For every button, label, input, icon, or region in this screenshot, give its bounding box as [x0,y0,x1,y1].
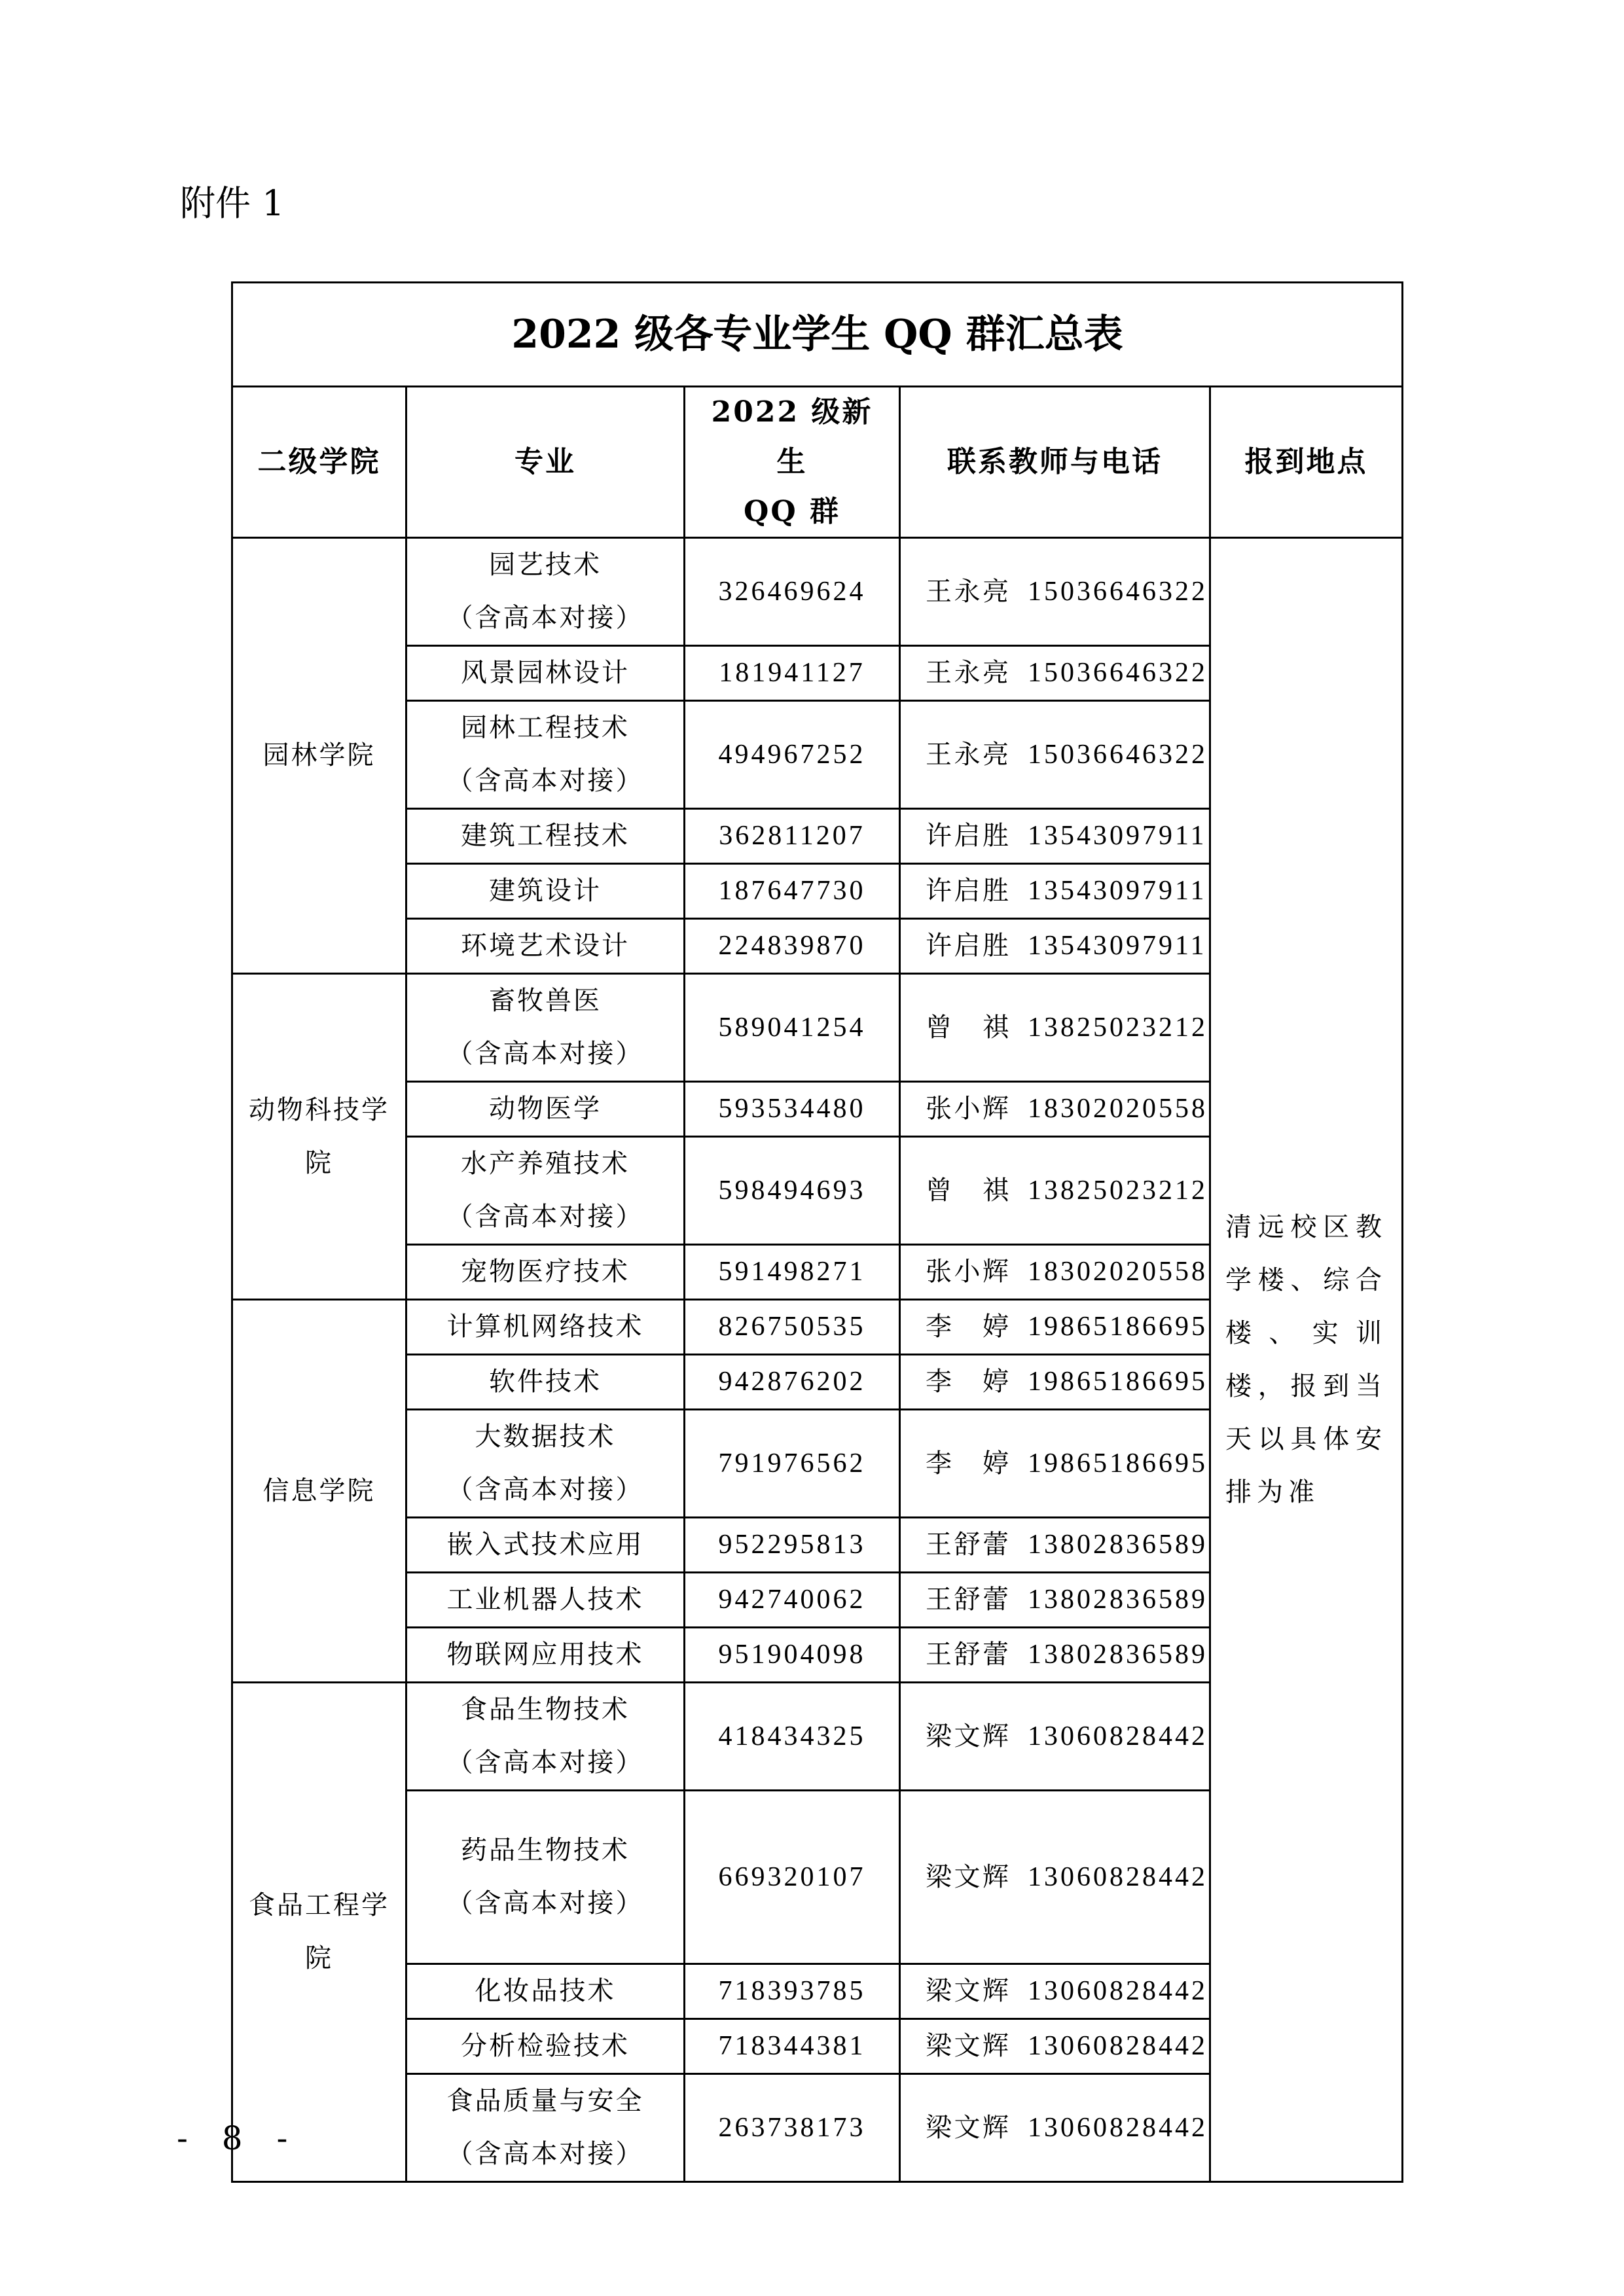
contact-cell [900,974,1210,1082]
major-cell [406,2074,685,2182]
teacher-phone: 19865186695 [1028,1312,1208,1342]
college-cell: 信息学院 [232,1300,406,1683]
qq-group-number: 669320107 [685,1791,900,1964]
contact-cell [900,809,1210,864]
teacher-phone: 13060828442 [1028,2031,1208,2061]
major-name: 化妆品技术 [475,1976,616,2006]
teacher-name: 许启胜 [926,821,1011,851]
qq-group-number: 942876202 [685,1355,900,1410]
major-cell [406,2019,685,2074]
header-major: 专业 [406,387,685,538]
major-name: 风景园林设计 [461,658,630,688]
major-note: （含高本对接） [446,1748,644,1778]
qq-group-number: 224839870 [685,919,900,974]
qq-group-number: 591498271 [685,1245,900,1300]
qq-group-number: 187647730 [685,864,900,919]
contact-cell [900,919,1210,974]
teacher-phone: 19865186695 [1028,1367,1208,1397]
major-name: 宠物医疗技术 [461,1257,630,1287]
teacher-phone: 13543097911 [1028,931,1207,961]
major-cell [406,1300,685,1355]
major-note: （含高本对接） [446,2139,644,2169]
major-name: 建筑设计 [489,876,602,906]
contact-cell [900,701,1210,809]
major-name: 动物医学 [489,1094,602,1124]
teacher-name: 梁文辉 [926,1976,1011,2006]
contact-cell [900,1573,1210,1628]
teacher-phone: 13802836589 [1028,1640,1208,1670]
major-cell [406,646,685,701]
contact-cell [900,1628,1210,1683]
teacher-phone: 13060828442 [1028,2112,1208,2143]
teacher-name: 梁文辉 [926,2112,1011,2143]
teacher-name: 梁文辉 [926,1861,1011,1892]
major-name: 物联网应用技术 [446,1640,644,1670]
teacher-phone: 13060828442 [1028,1861,1208,1892]
contact-cell [900,1683,1210,1791]
major-name: 食品生物技术 [461,1695,630,1725]
qq-group-number: 718344381 [685,2019,900,2074]
qq-group-number: 593534480 [685,1082,900,1137]
major-name: 园林工程技术 [461,713,630,743]
major-name: 食品质量与安全 [446,2086,644,2116]
qq-group-number: 598494693 [685,1137,900,1245]
teacher-phone: 18302020558 [1028,1094,1208,1124]
teacher-phone: 13802836589 [1028,1530,1208,1560]
contact-cell [900,646,1210,701]
teacher-phone: 18302020558 [1028,1257,1208,1287]
teacher-phone: 15036646322 [1028,576,1208,607]
attachment-label: 附件 1 [180,183,285,224]
major-cell [406,864,685,919]
major-note: （含高本对接） [446,1888,644,1918]
contact-cell [900,1082,1210,1137]
qq-group-number: 951904098 [685,1628,900,1683]
major-name: 嵌入式技术应用 [446,1530,644,1560]
major-cell [406,1964,685,2019]
teacher-phone: 13825023212 [1028,1012,1208,1043]
qq-group-number: 589041254 [685,974,900,1082]
contact-cell [900,2074,1210,2182]
contact-cell [900,1410,1210,1518]
table-title: 2022 级各专业学生 QQ 群汇总表 [232,283,1403,387]
major-cell [406,1410,685,1518]
teacher-phone: 13825023212 [1028,1175,1208,1206]
teacher-phone: 19865186695 [1028,1448,1208,1479]
teacher-name: 李婷 [926,1367,1011,1397]
major-cell [406,701,685,809]
major-name: 环境艺术设计 [461,931,630,961]
header-qq-line2: QQ 群 [744,495,840,528]
header-qq [685,387,900,538]
major-name: 水产养殖技术 [461,1149,630,1179]
table-body [232,538,1403,2182]
major-note: （含高本对接） [446,1039,644,1069]
teacher-phone: 13060828442 [1028,1721,1208,1751]
teacher-name: 张小辉 [926,1094,1011,1124]
header-qq-line1: 2022 级新生 [711,395,873,478]
teacher-name: 梁文辉 [926,1721,1011,1751]
major-note: （含高本对接） [446,603,644,633]
header-contact: 联系教师与电话 [900,387,1210,538]
teacher-name: 许启胜 [926,876,1011,906]
teacher-name: 王永亮 [926,658,1011,688]
contact-cell [900,1300,1210,1355]
major-note: （含高本对接） [446,1475,644,1505]
major-note: （含高本对接） [446,766,644,796]
qq-group-number: 952295813 [685,1518,900,1573]
header-college: 二级学院 [232,387,406,538]
major-cell [406,538,685,646]
qq-group-number: 263738173 [685,2074,900,2182]
major-name: 分析检验技术 [461,2031,630,2061]
major-cell [406,1082,685,1137]
contact-cell [900,1137,1210,1245]
contact-cell [900,1355,1210,1410]
teacher-phone: 13802836589 [1028,1585,1208,1615]
page-number: - 8 - [177,2119,300,2157]
major-cell [406,809,685,864]
major-cell [406,1137,685,1245]
major-cell [406,1573,685,1628]
teacher-name: 曾祺 [926,1012,1011,1043]
report-location: 清远校区教学楼、综合楼、实训楼，报到当天以具体安排为准 [1210,538,1403,2182]
teacher-name: 王舒蕾 [926,1640,1011,1670]
header-location: 报到地点 [1210,387,1403,538]
major-name: 园艺技术 [489,550,602,580]
teacher-phone: 13543097911 [1028,821,1207,851]
qq-group-number: 362811207 [685,809,900,864]
major-name: 药品生物技术 [461,1835,630,1865]
table-row [232,538,1403,646]
college-cell: 动物科技学院 [232,974,406,1300]
major-name: 建筑工程技术 [461,821,630,851]
college-cell: 食品工程学院 [232,1683,406,2182]
teacher-name: 张小辉 [926,1257,1011,1287]
major-name: 计算机网络技术 [446,1312,644,1342]
teacher-name: 王舒蕾 [926,1585,1011,1615]
qq-group-number: 326469624 [685,538,900,646]
qq-group-number: 942740062 [685,1573,900,1628]
teacher-name: 王舒蕾 [926,1530,1011,1560]
major-cell [406,974,685,1082]
qq-group-number: 791976562 [685,1410,900,1518]
qq-group-number: 181941127 [685,646,900,701]
qq-group-number: 718393785 [685,1964,900,2019]
contact-cell [900,864,1210,919]
teacher-phone: 13060828442 [1028,1976,1208,2006]
contact-cell [900,538,1210,646]
contact-cell [900,2019,1210,2074]
college-cell: 园林学院 [232,538,406,974]
teacher-phone: 15036646322 [1028,658,1208,688]
contact-cell [900,1964,1210,2019]
teacher-phone: 15036646322 [1028,739,1208,770]
qq-group-number: 826750535 [685,1300,900,1355]
major-cell [406,1518,685,1573]
teacher-name: 王永亮 [926,576,1011,607]
major-cell [406,1355,685,1410]
major-note: （含高本对接） [446,1202,644,1232]
teacher-name: 梁文辉 [926,2031,1011,2061]
contact-cell [900,1245,1210,1300]
contact-cell [900,1518,1210,1573]
major-name: 畜牧兽医 [489,986,602,1016]
teacher-name: 李婷 [926,1312,1011,1342]
qq-group-table [231,281,1403,2183]
major-cell [406,1628,685,1683]
teacher-name: 李婷 [926,1448,1011,1479]
major-cell [406,1683,685,1791]
teacher-name: 王永亮 [926,739,1011,770]
major-name: 工业机器人技术 [446,1585,644,1615]
contact-cell [900,1791,1210,1964]
qq-group-number: 418434325 [685,1683,900,1791]
qq-group-number: 494967252 [685,701,900,809]
major-cell [406,1245,685,1300]
major-name: 大数据技术 [475,1422,616,1452]
major-cell [406,919,685,974]
teacher-name: 许启胜 [926,931,1011,961]
major-name: 软件技术 [489,1367,602,1397]
major-cell [406,1791,685,1964]
teacher-name: 曾祺 [926,1175,1011,1206]
teacher-phone: 13543097911 [1028,876,1207,906]
